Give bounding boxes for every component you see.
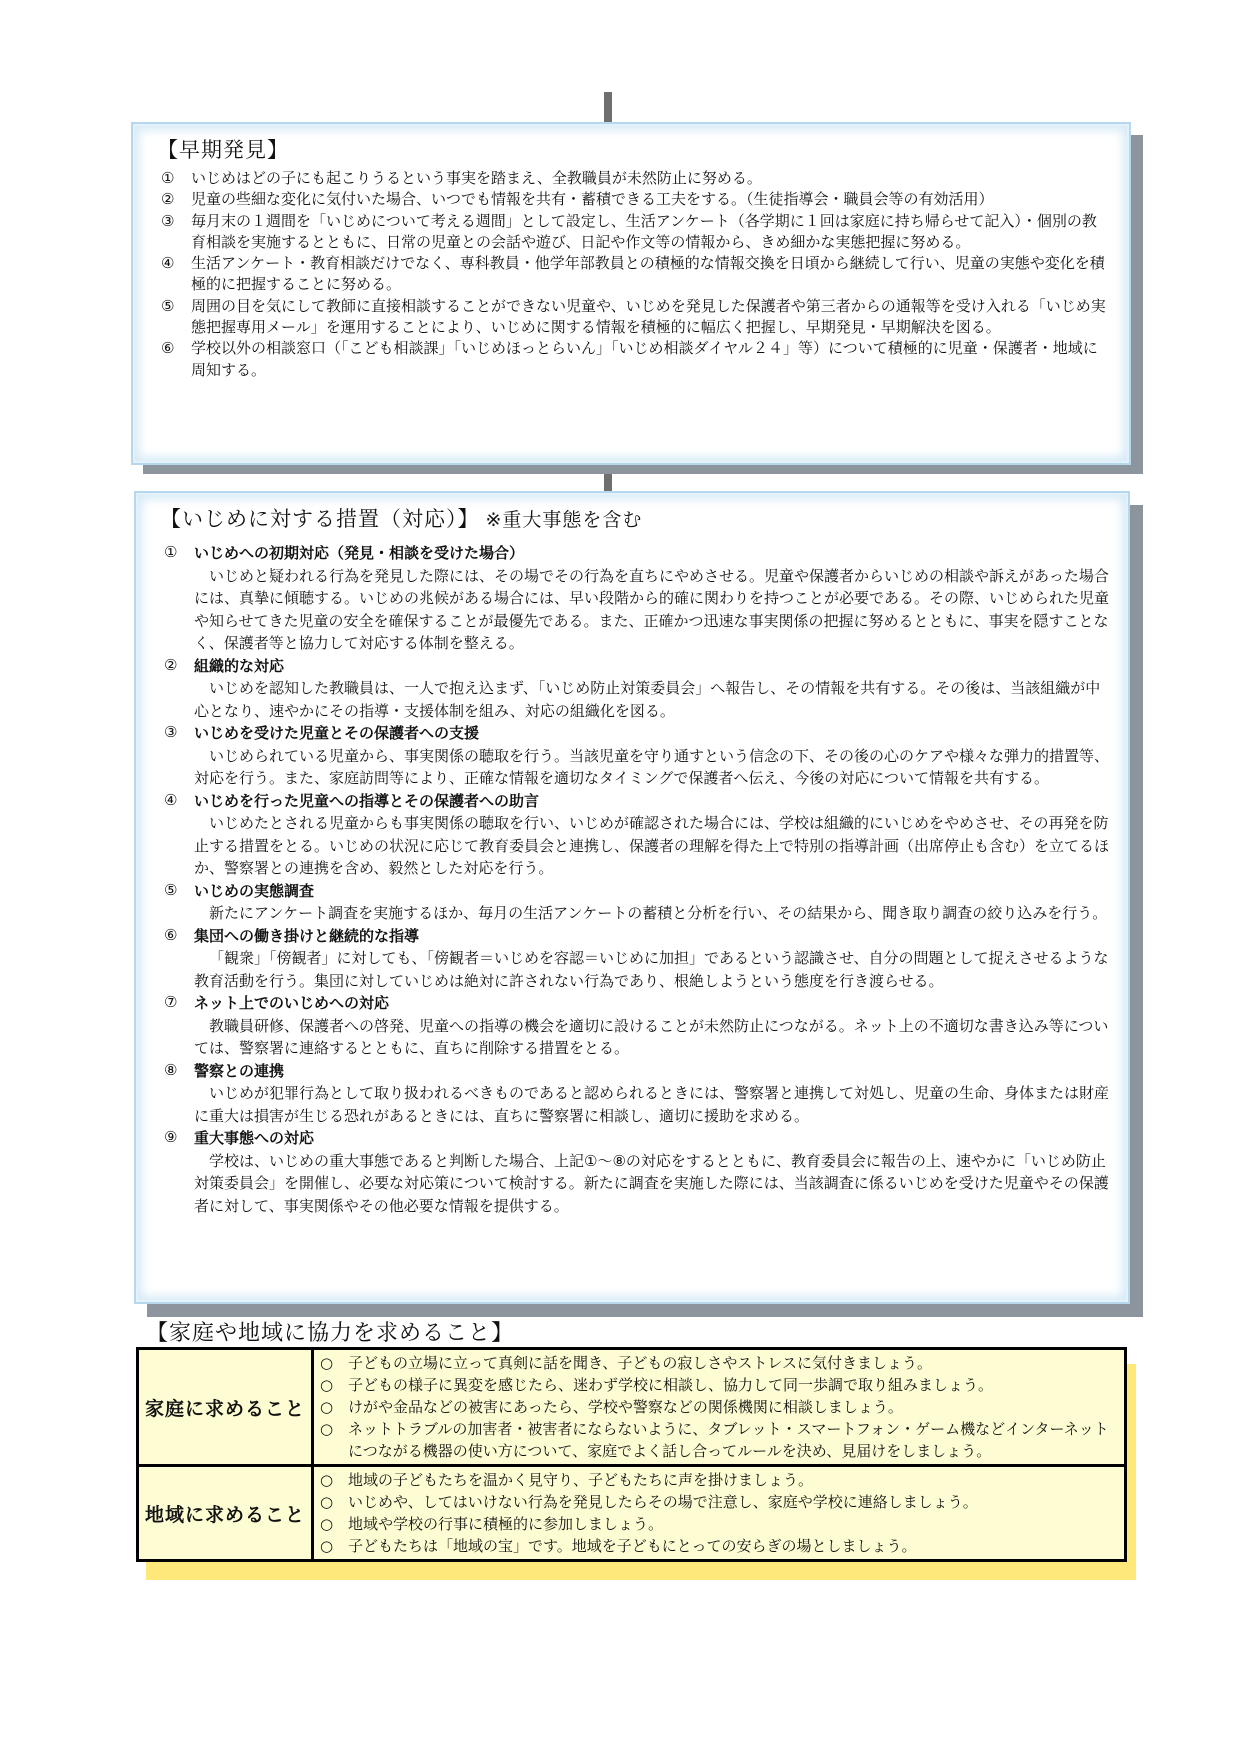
home-label: 家庭に求めること xyxy=(138,1349,313,1466)
response-list xyxy=(164,542,1110,1217)
cooperation-title: 【家庭や地域に協力を求めること】 xyxy=(146,1321,515,1346)
response-box xyxy=(134,491,1130,1304)
item-body: いじめと疑われる行為を発見した際には、その場でその行為を直ちにやめさせる。児童や保護者からいじめの相談や訴えがあった場合には、真摯に傾聴する。いじめの兆候がある場合には、早い段階から的確に関わりを持つことが必要である。その際、いじめられた児童や知らせてきた児童の安全を確保することが最優先である。また、正確かつ迅速な事実関係の把握に努めるとともに、事実を隠すことなく、保護者等と協力して対応する体制を整える。 xyxy=(194,566,1110,652)
item-text: 周囲の目を気にして教師に直接相談することができない児童や、いじめを発見した保護者や第三者からの通報等を受け入れる「いじめ実態把握専用メール」を運用することにより、いじめに関する情報を積極的に幅広く把握し、早期発見・早期解決を図る。 xyxy=(191,296,1106,337)
response-item xyxy=(164,1127,1110,1217)
early-detection-item xyxy=(161,296,1111,339)
response-title-text: 【いじめに対する措置（対応）】 xyxy=(160,507,480,531)
response-item xyxy=(164,722,1110,790)
item-text: 生活アンケート・教育相談だけでなく、専科教員・他学年部教員との積極的な情報交換を日頃から継続して行い、児童の実態や変化を積極的に把握することに努める。 xyxy=(191,254,1105,294)
response-item xyxy=(164,992,1110,1060)
response-title xyxy=(160,503,642,533)
circle-marker: ○ xyxy=(320,1354,334,1372)
request-text: けがや金品などの被害にあったら、学校や警察などの関係機関に相談しましょう。 xyxy=(348,1398,903,1416)
early-detection-list xyxy=(161,168,1111,381)
item-body: 新たにアンケート調査を実施するほか、毎月の生活アンケートの蓄積と分析を行い、その結果から、聞き取り調査の絞り込みを行う。 xyxy=(209,904,1108,922)
item-heading: 警察との連携 xyxy=(194,1061,285,1080)
community-request-item xyxy=(320,1491,1118,1513)
community-items xyxy=(313,1466,1126,1561)
item-number: ④ xyxy=(161,254,175,273)
response-item xyxy=(164,880,1110,925)
item-text: いじめはどの子にも起こりうるという事実を踏まえ、全教職員が未然防止に努める。 xyxy=(191,169,762,187)
item-heading: ネット上でのいじめへの対応 xyxy=(194,994,390,1012)
item-number: ⑧ xyxy=(164,1060,178,1079)
circle-marker: ○ xyxy=(320,1471,334,1489)
early-detection-title: 【早期発見】 xyxy=(157,138,289,162)
circle-marker: ○ xyxy=(320,1515,334,1533)
item-number: ③ xyxy=(164,723,178,741)
item-body: いじめを認知した教職員は、一人で抱え込まず、「いじめ防止対策委員会」へ報告し、その情報を共有する。その後は、当該組織が中心となり、速やかにその指導・支援体制を組み、対応の組織化を図る。 xyxy=(194,679,1101,720)
item-body: いじめられている児童から、事実関係の聴取を行う。当該児童を守り通すという信念の下、その後の心のケアや様々な弾力的措置等、対応を行う。また、家庭訪問等により、正確な情報を適切なタイミングで保護者へ伝え、今後の対応について情報を共有する。 xyxy=(194,746,1110,787)
flow-connector-top xyxy=(604,92,612,122)
item-number: ① xyxy=(164,543,178,561)
item-number: ⑥ xyxy=(161,339,175,358)
item-heading: いじめへの初期対応（発見・相談を受けた場合） xyxy=(194,544,525,562)
item-number: ① xyxy=(161,169,175,187)
request-text: ネットトラブルの加害者・被害者にならないように、タブレット・スマートフォン・ゲーム機などインターネットにつながる機器の使い方について、家庭でよく話し合ってルールを決め、見届けをしましょう。 xyxy=(348,1420,1109,1460)
circle-marker: ○ xyxy=(320,1398,334,1416)
item-body: 学校は、いじめの重大事態であると判断した場合、上記①～⑧の対応をするとともに、教育委員会に報告の上、速やかに「いじめ防止対策委員会」を開催し、必要な対応策について検討する。新たに調査を実施した際には、当該調査に係るいじめを受けた児童やその保護者に対して、事実関係やその他必要な情報を提供する。 xyxy=(194,1151,1109,1215)
community-row xyxy=(138,1466,1126,1561)
home-items xyxy=(313,1349,1126,1466)
item-body: 教職員研修、保護者への啓発、児童への指導の機会を適切に設けることが未然防止につながる。ネット上の不適切な書き込み等については、警察署に連絡するとともに、直ちに削除する措置をとる。 xyxy=(194,1016,1109,1057)
early-detection-item xyxy=(161,189,1111,210)
community-label: 地域に求めること xyxy=(138,1466,313,1561)
item-number: ⑤ xyxy=(164,880,178,899)
response-item xyxy=(164,925,1110,993)
item-number: ⑦ xyxy=(164,993,178,1011)
early-detection-box xyxy=(131,122,1131,465)
item-body: 「観衆」「傍観者」に対しても、「傍観者＝いじめを容認＝いじめに加担」であるという認識させ、自分の問題として捉えさせるような教育活動を行う。集団に対していじめは絶対に許されない行為であり、根絶しようという態度を行き渡らせる。 xyxy=(194,949,1109,990)
item-number: ⑨ xyxy=(164,1128,178,1146)
item-number: ② xyxy=(164,655,178,674)
response-item xyxy=(164,790,1110,880)
request-text: 地域の子どもたちを温かく見守り、子どもたちに声を掛けましょう。 xyxy=(348,1471,814,1489)
item-number: ③ xyxy=(161,211,175,230)
home-request-item xyxy=(320,1352,1118,1374)
item-heading: いじめを行った児童への指導とその保護者への助言 xyxy=(194,791,540,810)
request-text: いじめや、してはいけない行為を発見したらその場で注意し、家庭や学校に連絡しましょう。 xyxy=(348,1493,978,1511)
early-detection-item xyxy=(161,253,1111,296)
item-heading: 重大事態への対応 xyxy=(194,1129,315,1147)
item-heading: 組織的な対応 xyxy=(194,656,285,675)
circle-marker: ○ xyxy=(320,1420,334,1438)
community-request-item xyxy=(320,1469,1118,1491)
early-detection-item xyxy=(161,168,1111,189)
early-detection-item xyxy=(161,211,1111,254)
item-body: いじめたとされる児童からも事実関係の聴取を行い、いじめが確認された場合には、学校は組織的にいじめをやめさせ、その再発を防止する措置をとる。いじめの状況に応じて教育委員会と連携し、保護者の理解を得た上で特別の指導計画（出席停止も含む）を立てるほか、警察署との連携を含め、毅然とした対応を行う。 xyxy=(194,814,1110,877)
item-heading: いじめの実態調査 xyxy=(194,881,315,900)
circle-marker: ○ xyxy=(320,1376,334,1394)
item-number: ⑤ xyxy=(161,296,175,315)
home-request-item xyxy=(320,1396,1118,1418)
item-number: ④ xyxy=(164,790,178,809)
item-text: 学校以外の相談窓口（「こども相談課」「いじめほっとらいん」「いじめ相談ダイヤル２４」等）について積極的に児童・保護者・地域に周知する。 xyxy=(191,339,1098,379)
cooperation-table xyxy=(136,1347,1127,1562)
early-detection-item xyxy=(161,338,1111,381)
response-item xyxy=(164,542,1110,655)
item-heading: 集団への働き掛けと継続的な指導 xyxy=(194,926,420,945)
request-text: 子どもたちは「地域の宝」です。地域を子どもにとっての安らぎの場としましょう。 xyxy=(348,1537,917,1555)
home-request-item xyxy=(320,1418,1118,1462)
item-number: ⑥ xyxy=(164,925,178,944)
item-text: 児童の些細な変化に気付いた場合、いつでも情報を共有・蓄積できる工夫をする。（生徒指導会・職員会等の有効活用） xyxy=(191,190,994,209)
response-item xyxy=(164,655,1110,723)
item-heading: いじめを受けた児童とその保護者への支援 xyxy=(194,724,480,742)
home-request-item xyxy=(320,1374,1118,1396)
response-title-note: ※重大事態を含む xyxy=(485,509,643,531)
home-row xyxy=(138,1349,1126,1466)
request-text: 子どもの立場に立って真剣に話を聞き、子どもの寂しさやストレスに気付きましょう。 xyxy=(348,1354,932,1372)
response-item xyxy=(164,1060,1110,1128)
item-body: いじめが犯罪行為として取り扱われるべきものであると認められるときには、警察署と連携して対処し、児童の生命、身体または財産に重大は損害が生じる恐れがあるときには、直ちに警察署に相談し、適切に援助を求める。 xyxy=(194,1084,1110,1125)
request-text: 子どもの様子に異変を感じたら、迷わず学校に相談し、協力して同一歩調で取り組みましょう。 xyxy=(348,1376,994,1394)
request-text: 地域や学校の行事に積極的に参加しましょう。 xyxy=(348,1515,664,1533)
circle-marker: ○ xyxy=(320,1537,334,1555)
community-request-item xyxy=(320,1513,1118,1535)
item-text: 毎月末の１週間を「いじめについて考える週間」として設定し、生活アンケート（各学期に１回は家庭に持ち帰らせて記入）・個別の教育相談を実施するとともに、日常の児童との会話や遊び、日記や作文等の情報から、きめ細かな実態把握に努める。 xyxy=(191,211,1097,251)
item-number: ② xyxy=(161,190,175,209)
circle-marker: ○ xyxy=(320,1493,334,1511)
community-request-item xyxy=(320,1535,1118,1557)
